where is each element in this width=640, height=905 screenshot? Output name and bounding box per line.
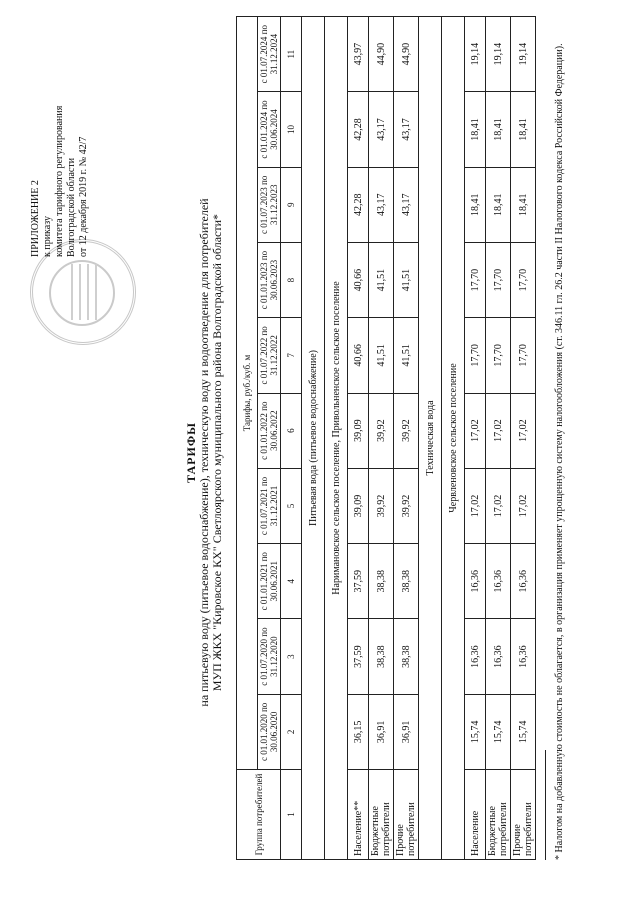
tariff-cell: 39,92 (369, 393, 394, 468)
row-label: Население** (348, 770, 369, 860)
header-period: с 01.07.2020 по 31.12.2020 (258, 619, 281, 694)
tariff-cell: 17,02 (465, 468, 486, 543)
tariff-cell: 16,36 (465, 544, 486, 619)
row-label: Население (465, 770, 486, 860)
tariff-cell: 39,09 (348, 468, 369, 543)
document-subtitle: на питьевую воду (питьевое водоснабжение), техническую воду и водоотведение для потребителей (197, 198, 211, 707)
tariff-cell: 17,70 (486, 242, 511, 317)
appendix-line: к приказу (42, 216, 53, 257)
table-row (511, 17, 536, 860)
column-number: 1 (281, 770, 302, 860)
tariff-cell: 17,02 (465, 393, 486, 468)
row-label: Бюджетные потребители (486, 770, 511, 860)
tariff-cell: 36,91 (369, 694, 394, 769)
column-number: 9 (281, 167, 302, 242)
tariff-cell: 41,51 (369, 242, 394, 317)
tariff-cell: 39,92 (394, 468, 419, 543)
appendix-line: ПРИЛОЖЕНИЕ 2 (30, 180, 41, 257)
tariff-cell: 42,28 (348, 167, 369, 242)
tariff-cell: 16,36 (486, 544, 511, 619)
tariff-cell: 18,41 (511, 92, 536, 167)
tariff-cell: 18,41 (486, 92, 511, 167)
tariff-cell: 16,36 (486, 619, 511, 694)
tariff-cell: 17,70 (465, 318, 486, 393)
header-tariffs: Тарифы, руб./куб. м (237, 17, 258, 770)
tariff-cell: 43,97 (348, 17, 369, 92)
tariff-cell: 17,70 (511, 242, 536, 317)
header-period: с 01.01.2024 по 30.06.2024 (258, 92, 281, 167)
tariff-cell: 44,90 (369, 17, 394, 92)
tariff-cell: 36,15 (348, 694, 369, 769)
tariff-cell: 42,28 (348, 92, 369, 167)
tariff-cell: 19,14 (486, 17, 511, 92)
row-label: Прочие потребители (511, 770, 536, 860)
column-number: 4 (281, 544, 302, 619)
header-period: с 01.01.2023 по 30.06.2023 (258, 242, 281, 317)
table-row (486, 17, 511, 860)
tariff-cell: 39,92 (369, 468, 394, 543)
header-consumer-group: Группа потребителей (237, 770, 281, 860)
tariff-cell: 38,38 (394, 544, 419, 619)
header-period: с 01.01.2022 по 30.06.2022 (258, 393, 281, 468)
document-title: ТАРИФЫ (184, 422, 198, 483)
table-row (394, 17, 419, 860)
header-period: с 01.01.2021 по 30.06.2021 (258, 544, 281, 619)
table-row (369, 17, 394, 860)
tariff-cell: 39,09 (348, 393, 369, 468)
tariff-cell: 17,70 (511, 318, 536, 393)
tariff-cell: 37,59 (348, 619, 369, 694)
row-label: Прочие потребители (394, 770, 419, 860)
column-number: 2 (281, 694, 302, 769)
tariff-cell: 19,14 (465, 17, 486, 92)
tariff-cell: 18,41 (511, 167, 536, 242)
tariff-cell: 41,51 (394, 242, 419, 317)
tariff-cell: 17,02 (486, 468, 511, 543)
header-period: с 01.07.2022 по 31.12.2022 (258, 318, 281, 393)
column-number: 11 (281, 17, 302, 92)
header-period: с 01.01.2020 по 30.06.2020 (258, 694, 281, 769)
tariff-cell: 19,14 (511, 17, 536, 92)
section-heading: Питьевая вода (питьевое водоснабжение) (302, 17, 325, 860)
tariff-cell: 43,17 (394, 92, 419, 167)
tariff-cell: 39,92 (394, 393, 419, 468)
tariff-cell: 44,90 (394, 17, 419, 92)
header-period: с 01.07.2021 по 31.12.2021 (258, 468, 281, 543)
footnote-divider (545, 750, 546, 860)
tariff-cell: 17,70 (465, 242, 486, 317)
tariff-cell: 38,38 (369, 619, 394, 694)
appendix-block (30, 27, 90, 257)
header-period: с 01.07.2023 по 31.12.2023 (258, 167, 281, 242)
section-subheading: Червленовское сельское поселение (442, 17, 465, 860)
tariff-cell: 41,51 (394, 318, 419, 393)
tariff-cell: 15,74 (465, 694, 486, 769)
tariff-cell: 18,41 (486, 167, 511, 242)
section-subheading: Наримановское сельское поселение, Привольненское сельское поселение (325, 17, 348, 860)
table-row (465, 17, 486, 860)
tariff-cell: 38,38 (369, 544, 394, 619)
document-subtitle-org: МУП ЖКХ "Кировское КХ" Светлоярского муниципального района Волгоградской области* (210, 213, 224, 692)
tariff-cell: 15,74 (511, 694, 536, 769)
tariff-cell: 38,38 (394, 619, 419, 694)
tariff-cell: 37,59 (348, 544, 369, 619)
tariff-cell: 41,51 (369, 318, 394, 393)
tariff-cell: 17,70 (486, 318, 511, 393)
column-number: 7 (281, 318, 302, 393)
tariff-cell: 17,02 (486, 393, 511, 468)
column-number: 5 (281, 468, 302, 543)
tariff-cell: 40,66 (348, 318, 369, 393)
tariff-cell: 15,74 (486, 694, 511, 769)
appendix-line: комитета тарифного регулирования (54, 105, 65, 257)
appendix-line: от 12 декабря 2019 г. № 42/7 (78, 136, 89, 257)
table-row (348, 17, 369, 860)
tariff-table (236, 16, 536, 860)
appendix-line: Волгоградской области (66, 157, 77, 257)
tariff-cell: 43,17 (369, 92, 394, 167)
tariff-cell: 16,36 (465, 619, 486, 694)
tariff-cell: 16,36 (511, 544, 536, 619)
row-label: Бюджетные потребители (369, 770, 394, 860)
column-number: 8 (281, 242, 302, 317)
tariff-cell: 17,02 (511, 468, 536, 543)
column-number: 10 (281, 92, 302, 167)
tariff-cell: 17,02 (511, 393, 536, 468)
footnote: * Налогом на добавленную стоимость не облагается, в организация применяет упрощенную систему налогообложения (ст. 346.11 гл. 26.2 части II Налогового кодекса Российской Федерации). (554, 43, 565, 860)
tariff-cell: 16,36 (511, 619, 536, 694)
tariff-cell: 18,41 (465, 167, 486, 242)
tariff-cell: 43,17 (369, 167, 394, 242)
column-number: 6 (281, 393, 302, 468)
section-heading: Техническая вода (419, 17, 442, 860)
header-period: с 01.07.2024 по 31.12.2024 (258, 17, 281, 92)
tariff-cell: 40,66 (348, 242, 369, 317)
tariff-cell: 36,91 (394, 694, 419, 769)
tariff-cell: 43,17 (394, 167, 419, 242)
tariff-cell: 18,41 (465, 92, 486, 167)
column-number: 3 (281, 619, 302, 694)
